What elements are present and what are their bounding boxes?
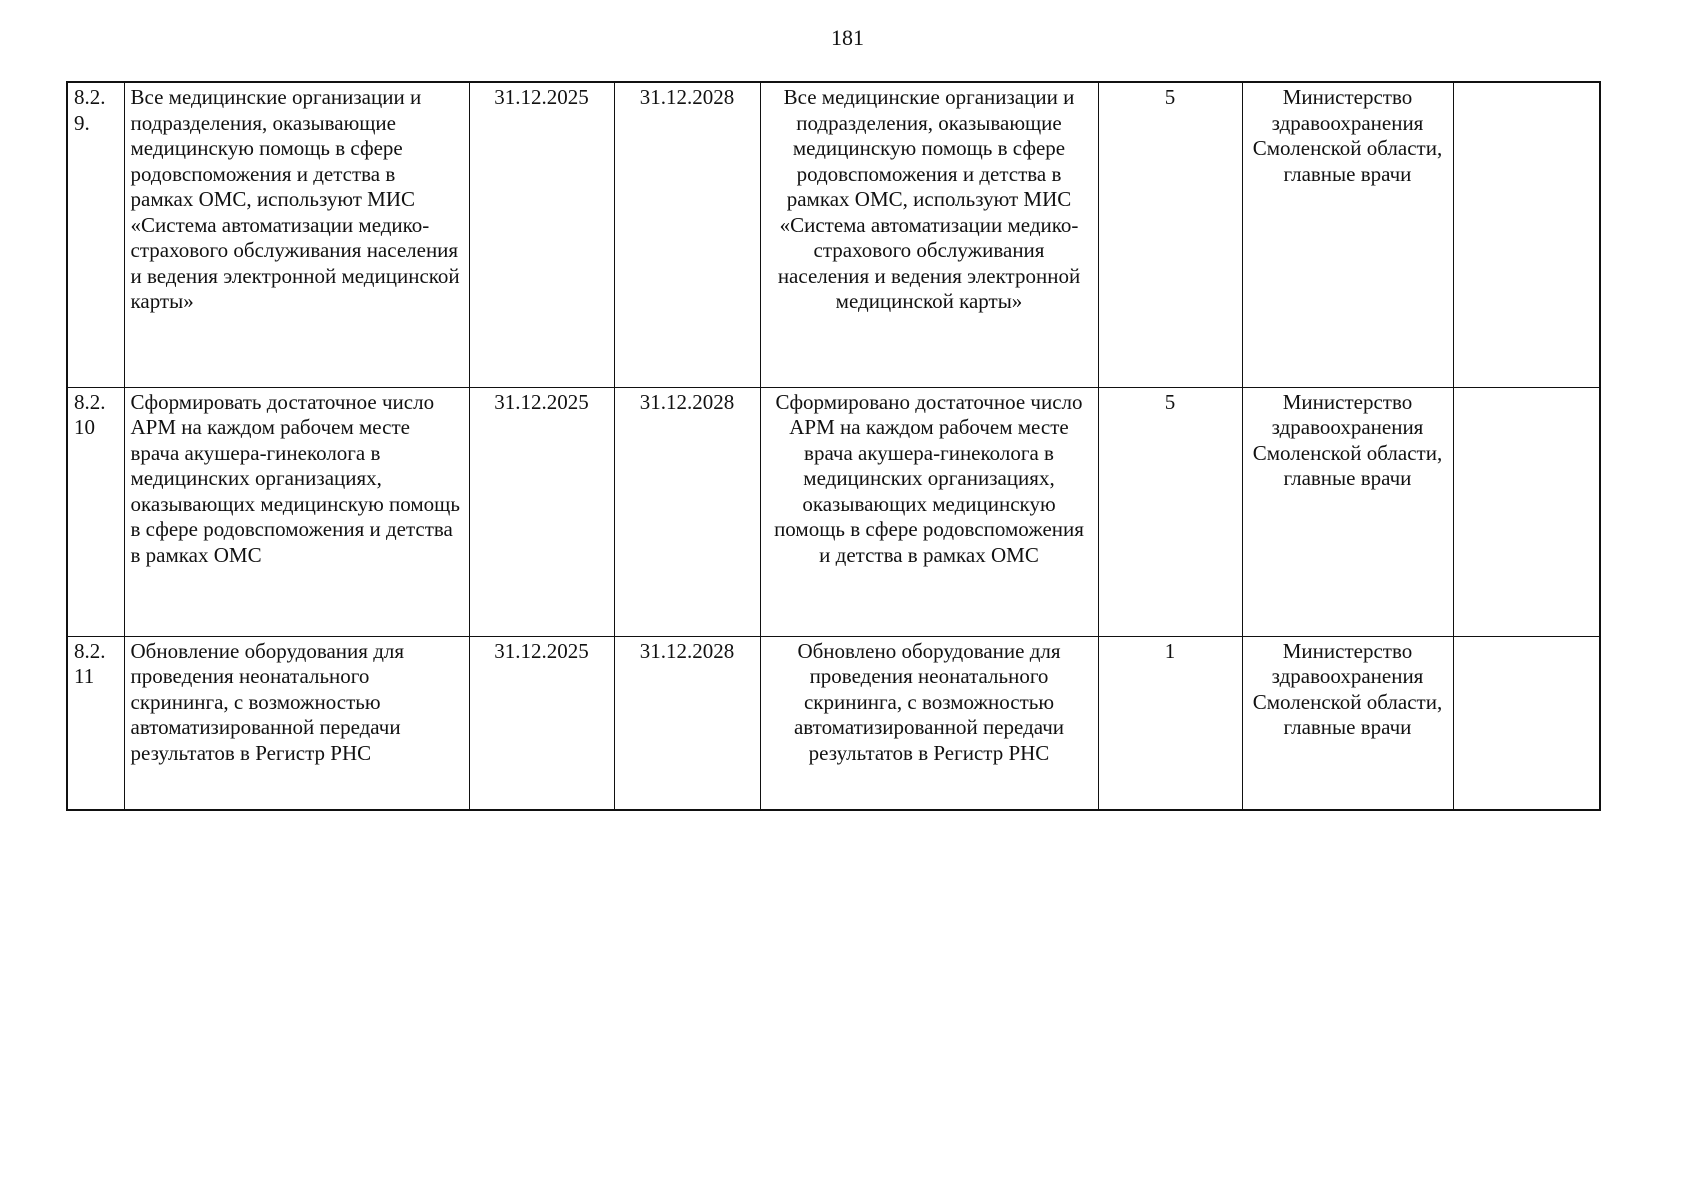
measure-description: Сформировать достаточное число АРМ на каждом рабочем месте врача акушера-гинеколога в медицинских организациях, оказывающих медицинскую помощь в сфере родовспоможения и детства в рамках ОМС xyxy=(124,387,469,636)
row-number: 8.2. 11 xyxy=(67,636,124,810)
page-number: 181 xyxy=(831,25,864,50)
expected-result: Сформировано достаточное число АРМ на каждом рабочем месте врача акушера-гинеколога в медицинских организациях, оказывающих медицинскую помощь в сфере родовспоможения и детства в рамках ОМС xyxy=(760,387,1098,636)
indicator-value: 1 xyxy=(1098,636,1242,810)
table-row xyxy=(67,82,1600,387)
table-row xyxy=(67,387,1600,636)
end-date: 31.12.2028 xyxy=(614,636,760,810)
responsible-party: Министерство здравоохранения Смоленской области, главные врачи xyxy=(1242,636,1453,810)
row-number: 8.2. 10 xyxy=(67,387,124,636)
responsible-party: Министерство здравоохранения Смоленской области, главные врачи xyxy=(1242,387,1453,636)
measure-description: Все медицинские организации и подразделения, оказывающие медицинскую помощь в сфере родовспоможения и детства в рамках ОМС, используют МИС «Система автоматизации медико-страхового обслуживания населения и ведения электронной медицинской карты» xyxy=(124,82,469,387)
expected-result: Обновлено оборудование для проведения неонатального скрининга, с возможностью автоматизированной передачи результатов в Регистр РНС xyxy=(760,636,1098,810)
row-number: 8.2. 9. xyxy=(67,82,124,387)
end-date: 31.12.2028 xyxy=(614,82,760,387)
responsible-party: Министерство здравоохранения Смоленской области, главные врачи xyxy=(1242,82,1453,387)
start-date: 31.12.2025 xyxy=(469,82,614,387)
measure-description: Обновление оборудования для проведения неонатального скрининга, с возможностью автоматизированной передачи результатов в Регистр РНС xyxy=(124,636,469,810)
note-cell xyxy=(1453,387,1600,636)
expected-result: Все медицинские организации и подразделения, оказывающие медицинскую помощь в сфере родовспоможения и детства в рамках ОМС, используют МИС «Система автоматизации медико-страхового обслуживания населения и ведения электронной медицинской карты» xyxy=(760,82,1098,387)
note-cell xyxy=(1453,82,1600,387)
end-date: 31.12.2028 xyxy=(614,387,760,636)
measures-table xyxy=(66,81,1601,811)
table-row xyxy=(67,636,1600,810)
start-date: 31.12.2025 xyxy=(469,387,614,636)
indicator-value: 5 xyxy=(1098,387,1242,636)
indicator-value: 5 xyxy=(1098,82,1242,387)
start-date: 31.12.2025 xyxy=(469,636,614,810)
note-cell xyxy=(1453,636,1600,810)
